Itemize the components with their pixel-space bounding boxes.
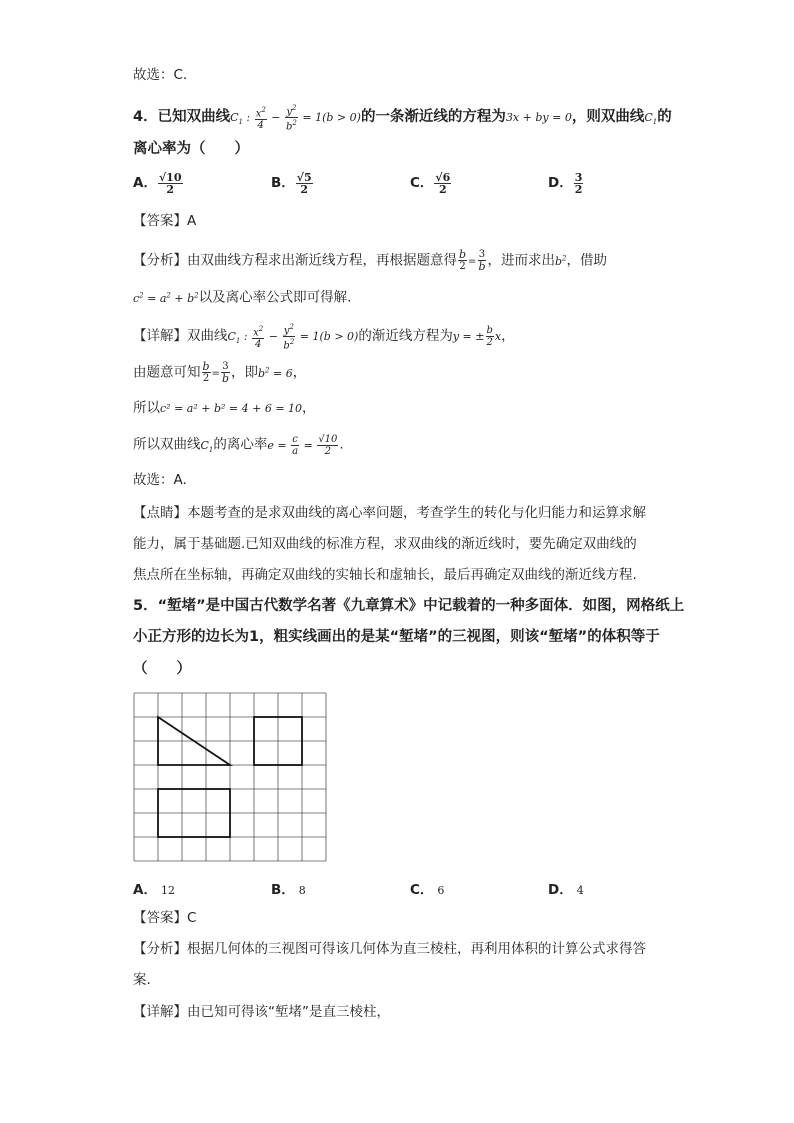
q5-analysis-line1 [133,940,646,958]
q4-asymptote: 3x + by = 0 [505,110,572,124]
q4-analysis-line2: $c^2 = a^2 + b^2$以及离心率公式即可得解. [133,289,352,306]
q4-option-c [410,171,452,195]
detail-text: 的渐近线方程为 [358,327,453,344]
q4-stem-end2: 的 [657,108,672,125]
q4-option-d [548,171,584,195]
q5-stem-line3: （ ） [133,661,191,677]
detail-text: 所以 [133,400,160,416]
q4-stem-line2: 离心率为（ ） [133,141,249,157]
q5-analysis-line2: 案. [133,972,151,988]
option-value: $\frac{√5}{2}$ [296,170,312,196]
option-label: B． [271,175,295,191]
comment-text: 本题考查的是求双曲线的离心率问题，考查学生的转化与化归能力和运算求解 [187,505,646,521]
detail-text: 由题意可知 [133,364,201,381]
answer-tag: 【答案】 [133,213,187,229]
q4-analysis-line1: 【分析】由双曲线方程求出渐近线方程，再根据题意得 $\frac{b}{2}$ = $\frac{3}{b}$ ，进而求出$b^2$，借助 [133,248,607,274]
analysis-text: 由双曲线方程求出渐近线方程，再根据题意得 [187,252,457,269]
detail-text: 双曲线 [187,327,228,344]
answer-tag: 【答案】 [133,910,187,926]
q4-stem-mid: 的一条渐近线的方程为 [360,108,506,125]
option-value: 4 [576,884,584,897]
q4-comment-line2: 能力，属于基础题.已知双曲线的标准方程，求双曲线的渐近线时，要先确定双曲线的 [133,536,637,552]
detail-text: ，即 [230,364,258,381]
option-label: C． [410,175,434,191]
option-label: A． [133,175,157,191]
q4-curve-eq: $C_1$ : $\frac{x^2}{4}$ − $\frac{y^2}{b^2}$ = 1(b > 0) [230,104,361,133]
option-value: $\frac{√6}{2}$ [435,170,451,196]
q4-option-b [271,171,314,195]
q4-answer: A [187,213,197,229]
q4-answer-line [133,212,196,230]
option-value: $\frac{√10}{2}$ [158,170,182,196]
option-label: A． [133,882,157,898]
q5-answer-line [133,909,196,927]
q4-detail-line1: 【详解】双曲线$C_1$ : $\frac{x^2}{4}$ − $\frac{y^2}{b^2}$ = 1(b > 0)的渐近线方程为y = ± $\frac{b}{2}$ x， [133,323,515,352]
analysis-tag: 【分析】 [133,941,187,957]
q4-stem-end: ，则双曲线 [571,108,645,125]
option-label: D． [548,882,573,898]
detail-tag: 【详解】 [133,1004,187,1020]
analysis-text: 根据几何体的三视图可得该几何体为直三棱柱，再利用体积的计算公式求得答 [187,941,646,957]
q5-detail-line1 [133,1003,390,1021]
q5-answer: C [187,910,197,926]
detail-text: 的离心率 [213,436,268,453]
detail-tag: 【详解】 [133,327,187,344]
three-view-grid-figure [133,692,327,862]
q5-option-c [410,878,444,898]
option-value: 6 [437,884,445,897]
option-label: C． [410,882,434,898]
q4-option-a [133,171,184,195]
q4-detail-line2: 由题意可知 $\frac{b}{2}$ = $\frac{3}{b}$ ，即$b^2 = 6$， [133,360,307,386]
analysis-tag: 【分析】 [133,252,187,269]
detail-text: 所以双曲线 [133,436,201,453]
detail-text: 由已知可得该“堑堵”是直三棱柱， [187,1004,390,1020]
q5-option-d [548,878,584,898]
q4-comment-line3: 焦点所在坐标轴，再确定双曲线的实轴长和虚轴长，最后再确定双曲线的渐近线方程. [133,567,637,583]
q4-number: 4． [133,108,158,125]
option-value: 8 [298,884,306,897]
q4-comment-line1 [133,504,646,522]
q4-detail-line4: 所以双曲线$C_1$的离心率e = $\frac{c}{a}$ = $\frac{√10}{2}$ . [133,434,344,457]
q5-option-a [133,878,175,898]
option-label: D． [548,175,573,191]
option-value: 12 [160,884,175,897]
option-label: B． [271,882,295,898]
option-value: $\frac{3}{2}$ [574,170,583,196]
previous-choice-line: 故选：C. [133,67,188,83]
q4-choose-line: 故选：A. [133,472,187,488]
analysis-text: 以及离心率公式即可得解. [198,289,352,306]
q5-stem-line1: 5．“堑堵”是中国古代数学名著《九章算术》中记载着的一种多面体．如图，网格纸上 [133,598,685,614]
detail-equation: c² = a² + b² = 4 + 6 = 10 [160,402,303,415]
analysis-text: ，借助 [566,252,607,269]
comment-tag: 【点睛】 [133,505,187,521]
q4-stem-lead: 已知双曲线 [157,108,231,125]
q5-option-b [271,878,306,898]
q4-stem-line1: 4．已知双曲线$C_1$ : $\frac{x^2}{4}$ − $\frac{y^2}{b^2}$ = 1(b > 0)的一条渐近线的方程为3x + by = 0，则双曲线$C_1$的 [133,104,672,133]
q4-detail-line3: 所以c² = a² + b² = 4 + 6 = 10， [133,400,316,416]
q5-stem-line2: 小正方形的边长为1，粗实线画出的是某“堑堵”的三视图，则该“堑堵”的体积等于 [133,629,660,645]
analysis-text: ，进而求出 [487,252,555,269]
